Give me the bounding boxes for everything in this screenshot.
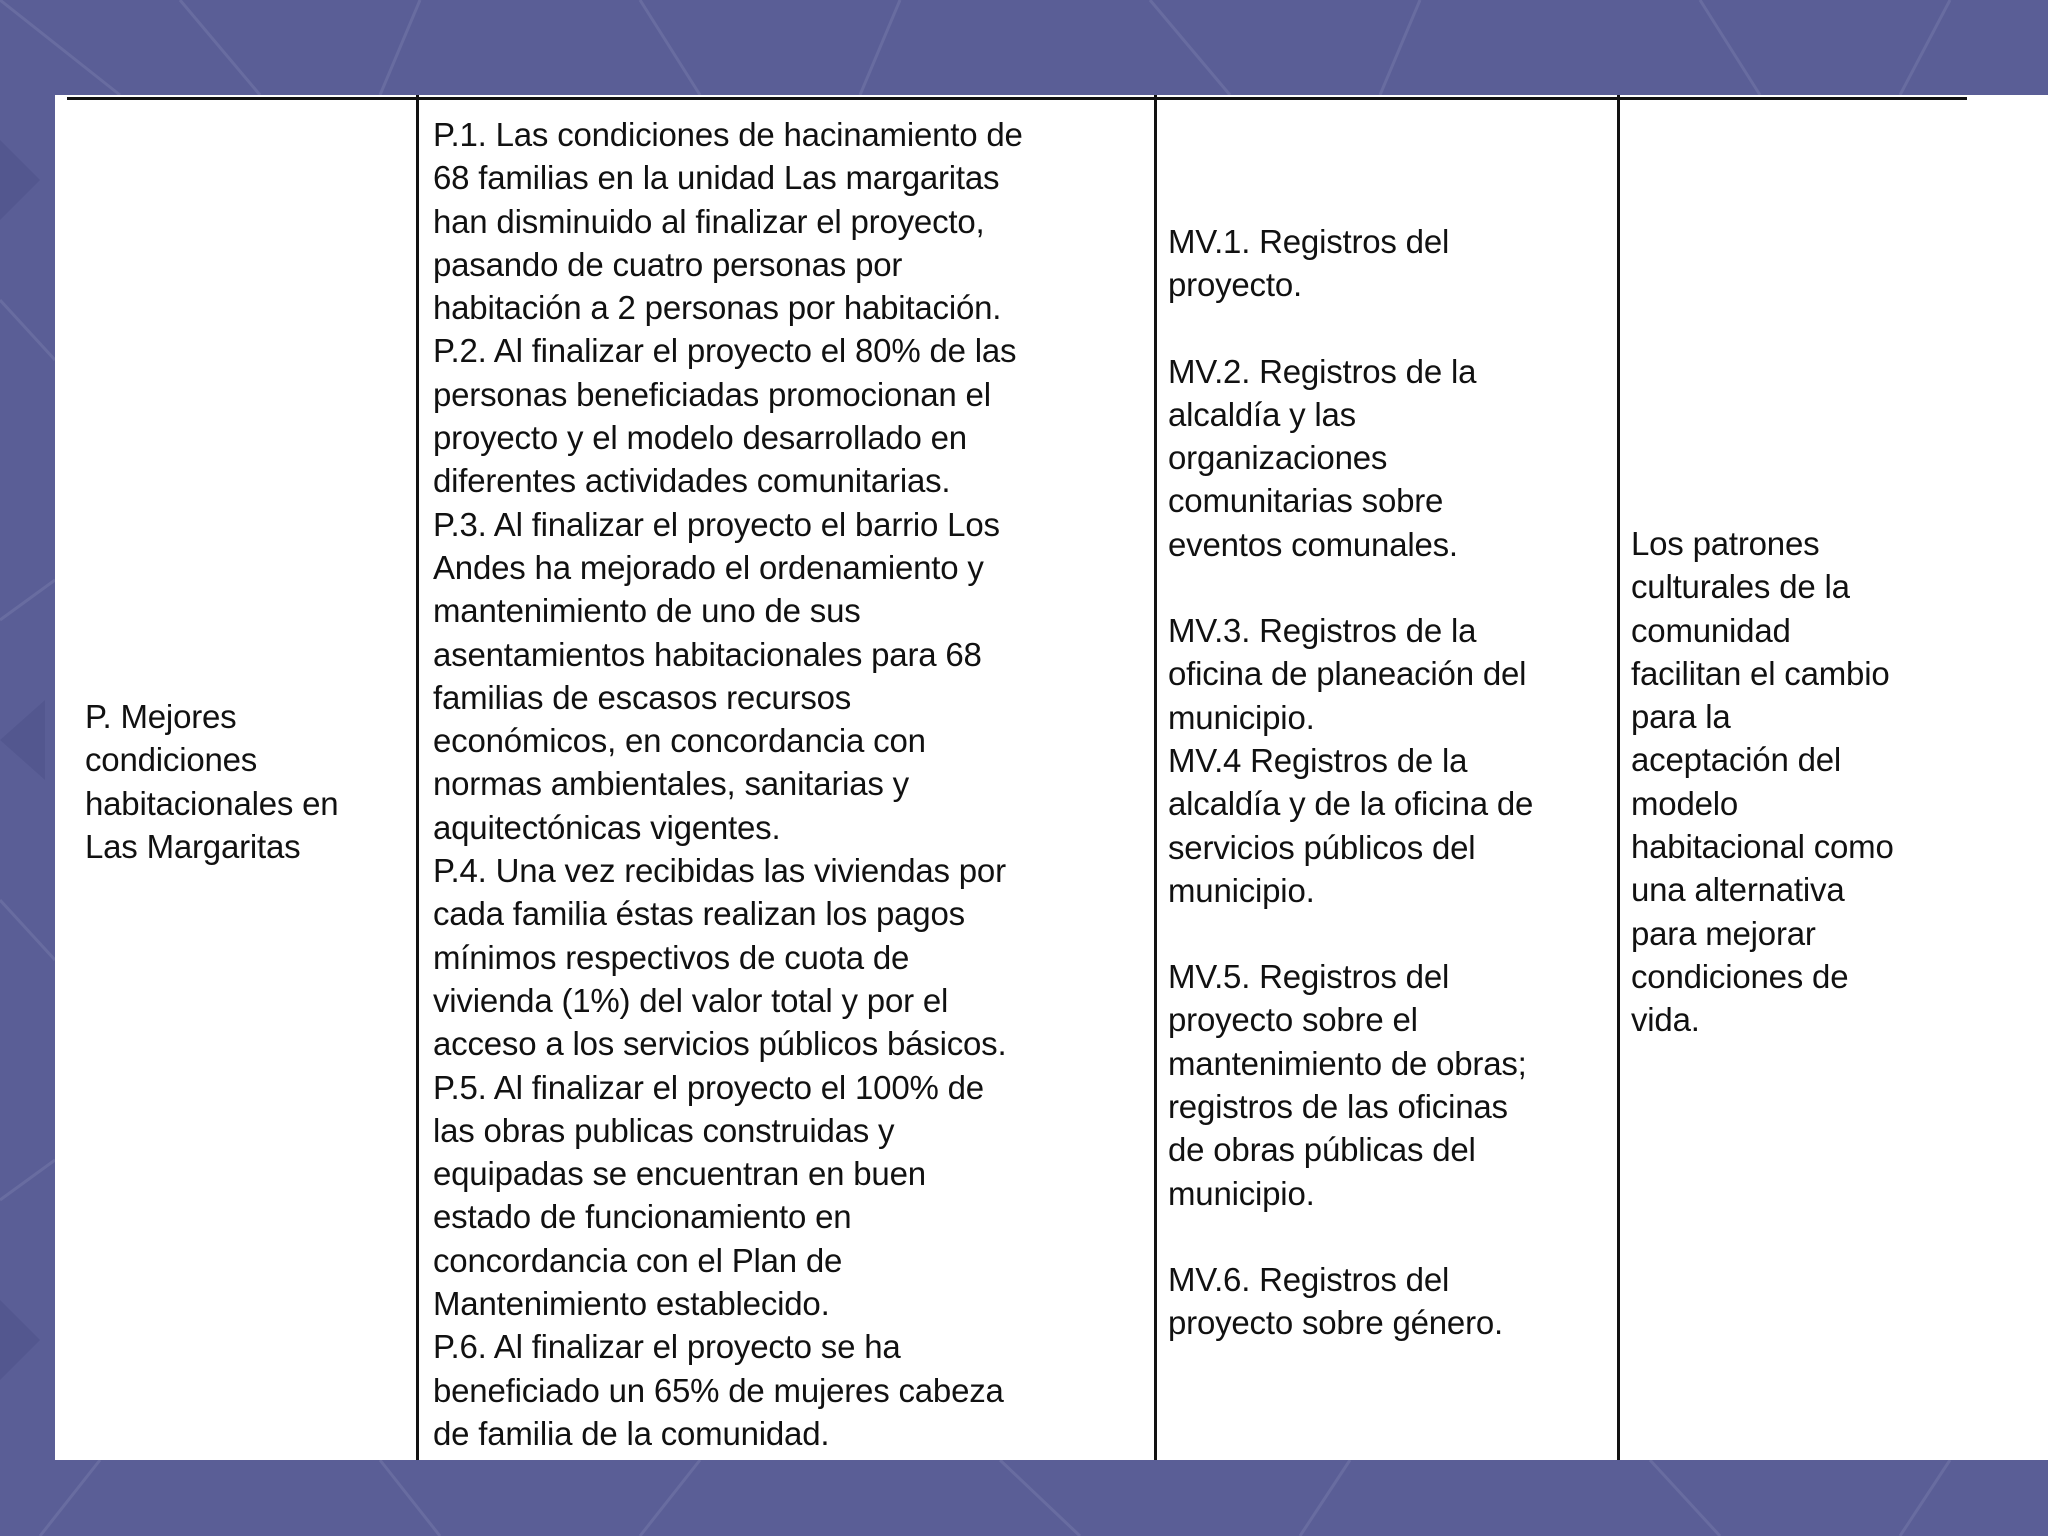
- verification-cell: [1168, 220, 1608, 1345]
- verification-mv4: MV.4 Registros de la alcaldía y de la oficina de servicios públicos del municipio.: [1168, 741, 1534, 909]
- indicators-cell: [433, 113, 1148, 1455]
- column-divider: [1154, 95, 1157, 1460]
- indicator-p5: P.5. Al finalizar el proyecto el 100% de las obras publicas construidas y equipadas se encuentran en buen estado de funcionamiento en concordancia con el Plan de Mantenimiento establecido.: [433, 1068, 984, 1323]
- verification-mv2: MV.2. Registros de la alcaldía y las organizaciones comunitarias sobre eventos comunales.: [1168, 352, 1477, 563]
- indicator-p1: P.1. Las condiciones de hacinamiento de 68 familias en la unidad Las margaritas han disminuido al finalizar el proyecto, pasando de cuatro personas por habitación a 2 personas por habitación.: [433, 116, 1023, 327]
- indicator-p4: P.4. Una vez recibidas las viviendas por cada familia éstas realizan los pagos mínimos respectivos de cuota de vivienda (1%) del valor total y por el acceso a los servicios públicos básicos.: [433, 852, 1007, 1063]
- column-divider: [416, 95, 419, 1460]
- verification-mv3: MV.3. Registros de la oficina de planeación del municipio.: [1168, 612, 1527, 736]
- verification-mv5: MV.5. Registros del proyecto sobre el mantenimiento de obras; registros de las oficinas de obras públicas del municipio.: [1168, 958, 1527, 1212]
- table-top-rule: [67, 97, 1967, 100]
- indicator-p6: P.6. Al finalizar el proyecto se ha beneficiado un 65% de mujeres cabeza de familia de la comunidad.: [433, 1328, 1004, 1452]
- table-panel: [55, 95, 2048, 1460]
- assumptions-text: Los patrones culturales de la comunidad facilitan el cambio para la aceptación del modelo habitacional como una alternativa para mejorar condiciones de vida.: [1631, 525, 1894, 1039]
- column-divider: [1617, 95, 1620, 1460]
- assumptions-cell: [1631, 522, 1981, 1042]
- indicator-p3: P.3. Al finalizar el proyecto el barrio Los Andes ha mejorado el ordenamiento y mantenimiento de uno de sus asentamientos habitacionales para 68 familias de escasos recursos económicos, en concordancia con normas ambientales, sanitarias y aquitectónicas vigentes.: [433, 505, 1000, 846]
- objective-text: P. Mejores condiciones habitacionales en Las Margaritas: [85, 698, 339, 865]
- verification-mv1: MV.1. Registros del proyecto.: [1168, 223, 1450, 304]
- indicator-p2: P.2. Al finalizar el proyecto el 80% de las personas beneficiadas promocionan el proyecto y el modelo desarrollado en diferentes actividades comunitarias.: [433, 332, 1017, 500]
- verification-mv6: MV.6. Registros del proyecto sobre género.: [1168, 1260, 1503, 1342]
- objective-cell: [85, 695, 405, 868]
